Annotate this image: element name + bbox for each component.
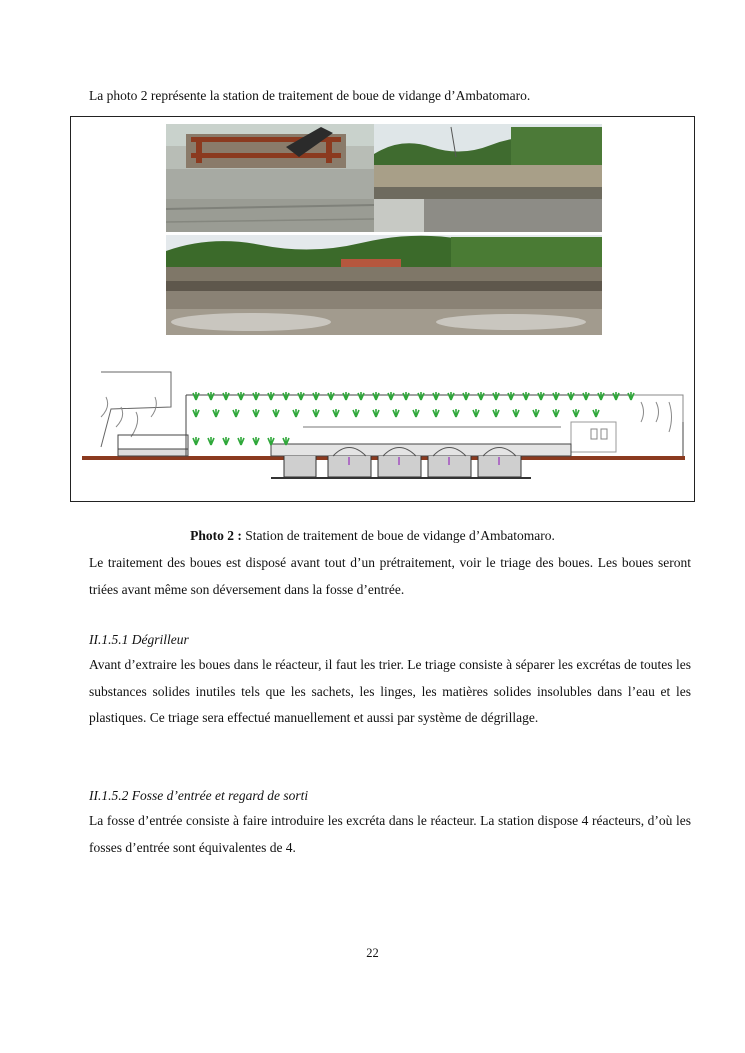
photo-site-overview xyxy=(374,124,602,232)
figure-caption xyxy=(0,528,745,544)
intro-line: La photo 2 représente la station de traitement de boue de vidange d’Ambatomaro. xyxy=(89,88,531,103)
photo-pretreatment-structure xyxy=(166,124,374,232)
paragraph-degrilleur: Avant d’extraire les boues dans le réacteur, il faut les trier. Le triage consiste à séparer les excrétas de toutes les substances solides inutiles tels que les sachets, les linges, les matières solides insolubles dans l’eau et les plastiques. Ce triage sera effectué manuellement et aussi par système de dégrillage. xyxy=(89,657,691,725)
photo-drying-beds xyxy=(166,235,602,335)
caption-label: Photo 2 : xyxy=(190,528,242,543)
figure-illustration xyxy=(71,117,696,503)
paragraph-pretreatment: Le traitement des boues est disposé avant tout d’un prétraitement, voir le triage des boues. Les boues seront triées avant même son déversement dans la fosse d’entrée. xyxy=(89,555,691,597)
cross-section-diagram xyxy=(82,372,685,478)
paragraph-fosse: La fosse d’entrée consiste à faire introduire les excréta dans le réacteur. La station dispose 4 réacteurs, d’où les fosses d’entrée sont équivalentes de 4. xyxy=(89,813,691,855)
figure-frame xyxy=(70,116,695,502)
page-number: 22 xyxy=(366,946,379,960)
section-heading-degrilleur: II.1.5.1 Dégrilleur xyxy=(89,632,189,647)
caption-text: Station de traitement de boue de vidange d’Ambatomaro. xyxy=(241,528,555,543)
section-heading-fosse: II.1.5.2 Fosse d’entrée et regard de sorti xyxy=(89,788,309,803)
